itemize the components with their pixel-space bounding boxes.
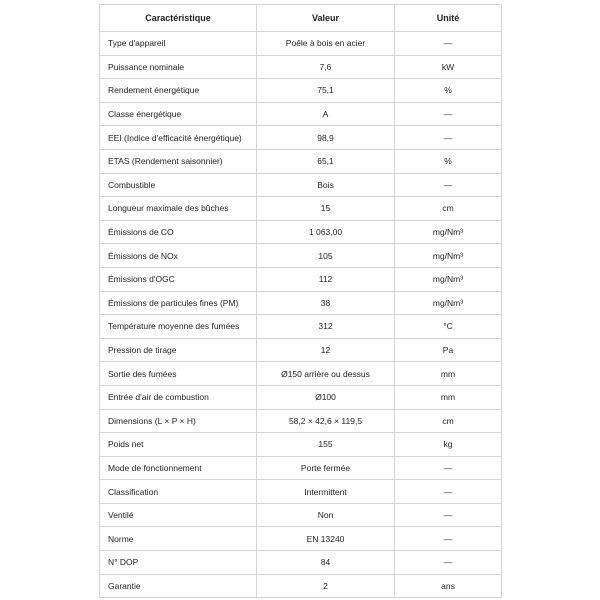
unit-cell: kW <box>395 55 502 79</box>
value-cell: Intermittent <box>257 480 395 504</box>
unit-cell: kg <box>395 433 502 457</box>
unit-cell: — <box>395 126 502 150</box>
value-cell: 98,9 <box>257 126 395 150</box>
characteristic-cell: Émissions de CO <box>100 220 257 244</box>
characteristic-cell: Ventilé <box>100 503 257 527</box>
unit-cell: ans <box>395 574 502 598</box>
value-cell: Poêle à bois en acier <box>257 32 395 56</box>
unit-cell: — <box>395 480 502 504</box>
unit-cell: — <box>395 173 502 197</box>
unit-cell: % <box>395 149 502 173</box>
characteristic-cell: EEI (Indice d'efficacité énergétique) <box>100 126 257 150</box>
table-row <box>100 55 502 79</box>
unit-cell: Pa <box>395 338 502 362</box>
table-row <box>100 527 502 551</box>
characteristic-cell: ETAS (Rendement saisonnier) <box>100 149 257 173</box>
characteristic-cell: Émissions de NOx <box>100 244 257 268</box>
value-cell: 38 <box>257 291 395 315</box>
table-row <box>100 433 502 457</box>
characteristic-cell: Poids net <box>100 433 257 457</box>
table-row <box>100 149 502 173</box>
value-cell: 65,1 <box>257 149 395 173</box>
table-row <box>100 480 502 504</box>
value-cell: 2 <box>257 574 395 598</box>
value-cell: Ø150 arrière ou dessus <box>257 362 395 386</box>
table-row <box>100 197 502 221</box>
table-row <box>100 409 502 433</box>
characteristic-cell: Puissance nominale <box>100 55 257 79</box>
unit-cell: mg/Nm³ <box>395 220 502 244</box>
value-cell: 15 <box>257 197 395 221</box>
characteristic-cell: Type d'appareil <box>100 32 257 56</box>
table-row <box>100 291 502 315</box>
unit-cell: — <box>395 32 502 56</box>
value-cell: Porte fermée <box>257 456 395 480</box>
value-cell: 75,1 <box>257 79 395 103</box>
characteristic-cell: Émissions d'OGC <box>100 267 257 291</box>
unit-cell: mg/Nm³ <box>395 267 502 291</box>
characteristic-cell: Combustible <box>100 173 257 197</box>
value-cell: Ø100 <box>257 385 395 409</box>
unit-cell: — <box>395 456 502 480</box>
value-cell: 58,2 × 42,6 × 119,5 <box>257 409 395 433</box>
spec-table <box>99 4 502 598</box>
table-row <box>100 173 502 197</box>
characteristic-cell: Émissions de particules fines (PM) <box>100 291 257 315</box>
table-row <box>100 385 502 409</box>
unit-cell: mm <box>395 385 502 409</box>
characteristic-cell: Garantie <box>100 574 257 598</box>
value-cell: 155 <box>257 433 395 457</box>
unit-cell: cm <box>395 409 502 433</box>
value-cell: 1 063,00 <box>257 220 395 244</box>
table-row <box>100 32 502 56</box>
table-row <box>100 79 502 103</box>
unit-cell: — <box>395 527 502 551</box>
value-cell: Non <box>257 503 395 527</box>
value-cell: 12 <box>257 338 395 362</box>
characteristic-cell: Pression de tirage <box>100 338 257 362</box>
value-cell: 7,6 <box>257 55 395 79</box>
characteristic-cell: Dimensions (L × P × H) <box>100 409 257 433</box>
table-body <box>100 32 502 598</box>
value-cell: EN 13240 <box>257 527 395 551</box>
unit-cell: — <box>395 503 502 527</box>
table-row <box>100 267 502 291</box>
unit-cell: mg/Nm³ <box>395 244 502 268</box>
table-row <box>100 102 502 126</box>
unit-cell: mm <box>395 362 502 386</box>
unit-cell: cm <box>395 197 502 221</box>
unit-cell: °C <box>395 315 502 339</box>
value-cell: A <box>257 102 395 126</box>
unit-cell: — <box>395 551 502 575</box>
characteristic-cell: Norme <box>100 527 257 551</box>
characteristic-cell: Mode de fonctionnement <box>100 456 257 480</box>
characteristic-cell: Température moyenne des fumées <box>100 315 257 339</box>
table-row <box>100 220 502 244</box>
table-row <box>100 456 502 480</box>
unit-cell: — <box>395 102 502 126</box>
characteristic-cell: Classe énergétique <box>100 102 257 126</box>
table-row <box>100 503 502 527</box>
value-cell: 112 <box>257 267 395 291</box>
header-characteristic: Caractéristique <box>100 5 257 32</box>
characteristic-cell: N° DOP <box>100 551 257 575</box>
table-row <box>100 338 502 362</box>
table-row <box>100 315 502 339</box>
table-row <box>100 551 502 575</box>
value-cell: Bois <box>257 173 395 197</box>
header-value: Valeur <box>257 5 395 32</box>
characteristic-cell: Classification <box>100 480 257 504</box>
table-row <box>100 244 502 268</box>
table-row <box>100 574 502 598</box>
characteristic-cell: Rendement énergétique <box>100 79 257 103</box>
unit-cell: mg/Nm³ <box>395 291 502 315</box>
value-cell: 84 <box>257 551 395 575</box>
header-unit: Unité <box>395 5 502 32</box>
value-cell: 312 <box>257 315 395 339</box>
unit-cell: % <box>395 79 502 103</box>
header-row <box>100 5 502 32</box>
characteristic-cell: Longueur maximale des bûches <box>100 197 257 221</box>
characteristic-cell: Sortie des fumées <box>100 362 257 386</box>
table-row <box>100 362 502 386</box>
value-cell: 105 <box>257 244 395 268</box>
table-row <box>100 126 502 150</box>
characteristic-cell: Entrée d'air de combustion <box>100 385 257 409</box>
